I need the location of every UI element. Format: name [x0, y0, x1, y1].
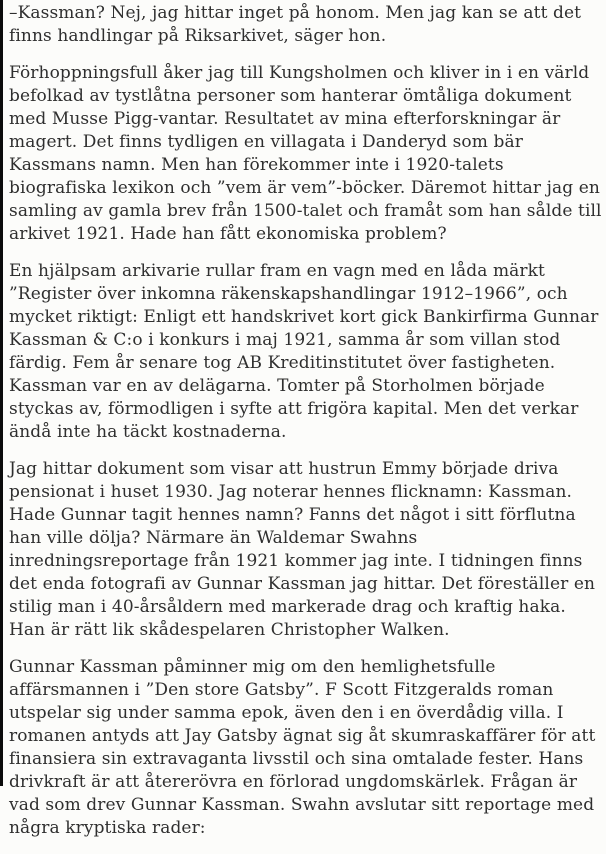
paragraph: En hjälpsam arkivarie rullar fram en vagn med en låda märkt ”Register över inkomna räkenskapshandlingar 1912–1966”, och mycket riktigt: Enligt ett handskrivet kort gick Bankirfirma Gunnar Kassman & C:o i konkurs i maj 1921, samma år som villan stod färdig. Fem år senare tog AB Kreditinstitutet över fastigheten. Kassman var en av delägarna. Tomter på Storholmen började styckas av, förmodligen i syfte att frigöra kapital. Men det verkar ändå inte ha täckt kostnaderna.	[9, 261, 599, 442]
paragraph: Gunnar Kassman påminner mig om den hemlighetsfulle affärsmannen i ”Den store Gatsby”. F Scott Fitzgeralds roman utspelar sig under samma epok, även den i en överdådig villa. I romanen antyds att Jay Gatsby ägnat sig åt skumraskaffärer för att finansiera sin extravaganta livsstil och sina omtalade fester. Hans drivkraft är att återerövra en förlorad ungdomskärlek. Frågan är vad som drev Gunnar Kassman. Swahn avslutar sitt reportage med några kryptiska rader:	[9, 657, 596, 838]
article-text-column	[3, 0, 606, 854]
paragraph: Jag hittar dokument som visar att hustrun Emmy började driva pensionat i huset 1930. Jag noterar hennes flicknamn: Kassman. Hade Gunnar tagit hennes namn? Fanns det något i sitt förflutna han ville dölja? Närmare än Waldemar Swahns inredningsreportage från 1921 kommer jag inte. I tidningen finns det enda fotografi av Gunnar Kassman jag hittar. Det föreställer en stilig man i 40-årsåldern med markerade drag och kraftig haka. Han är rätt lik skådespelaren Christopher Walken.	[9, 459, 596, 640]
paragraph: –Kassman? Nej, jag hittar inget på honom. Men jag kan se att det finns handlingar på Riksarkivet, säger hon.	[9, 3, 582, 46]
paragraph: Förhoppningsfull åker jag till Kungsholmen och kliver in i en värld befolkad av tystlåtna personer som hanterar ömtåliga dokument med Musse Pigg-vantar. Resultatet av mina efterforskningar är magert. Det finns tydligen en villagata i Danderyd som bär Kassmans namn. Men han förekommer inte i 1920-talets biografiska lexikon och ”vem är vem”-böcker. Däremot hittar jag en samling av gamla brev från 1500-talet och framåt som han sålde till arkivet 1921. Hade han fått ekonomiska problem?	[9, 63, 602, 244]
